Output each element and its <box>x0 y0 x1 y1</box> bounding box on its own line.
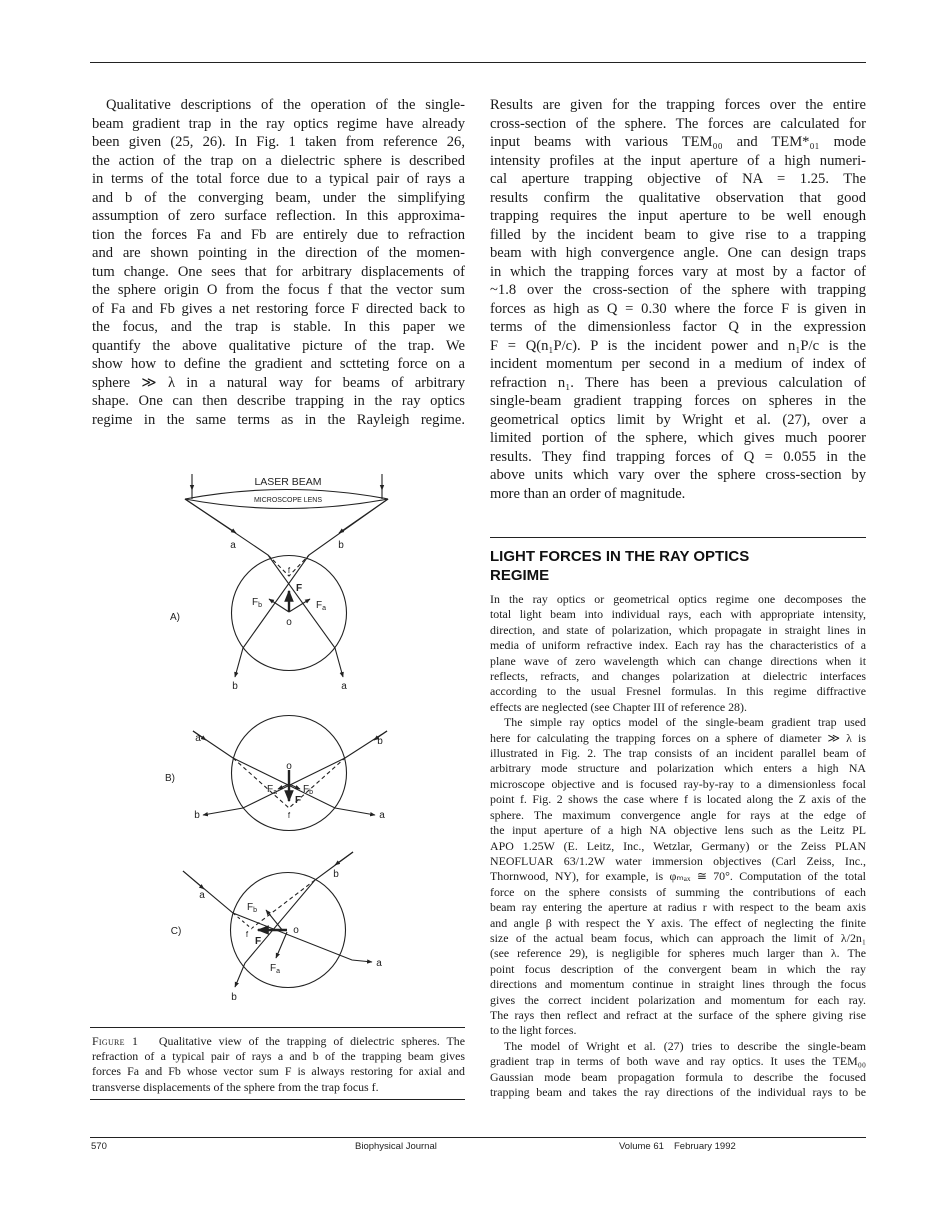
text-line: the input aperture of a high NA objective lens such as the Leitz PL <box>490 823 866 838</box>
text-line: Gaussian mode beam propagation formula to describe the focused <box>490 1069 866 1084</box>
text-line: and angle β with respect the Y axis. The effect of neglecting the finite <box>490 915 866 930</box>
text-line: assumption of zero surface reflection. In this approxima- <box>92 208 465 224</box>
force-a-label: $F_a$ <box>315 600 327 612</box>
section-paragraph-2 <box>490 715 866 1039</box>
force-b-label: $F_b$ <box>246 902 258 914</box>
focus-label: f <box>245 930 249 939</box>
origin-label: o <box>293 925 299 936</box>
text-line: and are shown pointing in the direction of the momen- <box>92 245 465 261</box>
panel-a <box>185 474 388 677</box>
text-line: Qualitative descriptions of the operation of the single- <box>106 97 465 113</box>
text-line: total light beam into individual rays, each with appropriate intensity, <box>490 607 866 622</box>
force-a-arrow <box>289 599 310 612</box>
text-line: terms of the dimensionless factor Q in the expression <box>490 319 866 335</box>
force-a-label: $F_a$ <box>266 784 278 796</box>
left-column-text <box>92 96 465 429</box>
force-b-arrow <box>289 784 300 789</box>
text-line: sphere ≫ λ in a natural way for beams of arbitrary <box>92 374 465 391</box>
section-heading-line: LIGHT FORCES IN THE RAY OPTICS <box>490 548 750 565</box>
ray-b <box>203 731 387 815</box>
text-line: the sphere origin O from the focus f that the vector sum <box>92 282 465 298</box>
force-b-arrow <box>266 910 283 931</box>
text-line: The model of Wright et al. (27) tries to describe the single-beam <box>504 1038 866 1053</box>
ray-b <box>235 499 388 677</box>
text-line: regime in the same terms as in the Rayleigh regime. <box>92 411 465 428</box>
text-line: Results are given for the trapping forces over the entire <box>490 97 866 113</box>
section-heading <box>490 547 749 585</box>
text-line: to the light forces. <box>490 1023 577 1038</box>
footer-rule <box>90 1137 866 1138</box>
text-line: gives the correct incident polarization and momentum for each ray. <box>490 992 866 1007</box>
panel-c <box>183 852 372 988</box>
caption-text: Qualitative view of the trapping of dielectric spheres. The <box>158 1034 465 1048</box>
text-line: filled by the incident beam to give rise to a trapping <box>490 226 866 243</box>
text-line: in terms of the total force due to a typical pair of rays a <box>92 171 465 187</box>
right-column-text <box>490 96 866 503</box>
text-line: according to the usual Fresnel formulas. In this regime diffractive <box>490 684 866 699</box>
panel-b <box>193 716 387 831</box>
text-line: beam gradient trap in the ray optics regime have already <box>92 115 465 132</box>
panel-a-label: A) <box>170 612 180 623</box>
caption-bottom-rule <box>90 1099 465 1100</box>
ray-a-exit-label: a <box>376 958 382 969</box>
laser-beam-label: LASER BEAM <box>254 476 322 488</box>
text-line: incident momentum per second in a medium of index of <box>490 356 866 372</box>
text-line: APO 1.25W (E. Leitz, Inc., Wetzlar, Germany) or the Zeiss PLAN <box>490 838 866 853</box>
text-line: been given (25, 26). In Fig. 1 taken from reference 26, <box>92 134 465 150</box>
text-line: shape. One can then describe trapping in the ray optics <box>92 393 465 409</box>
text-line: tion the forces Fa and Fb are entirely due to refraction <box>92 226 465 243</box>
text-line: refraction n₁. There has been a previous calculation of <box>490 374 866 391</box>
caption-line: transverse displacements of the sphere from the trap focus f. <box>92 1079 379 1094</box>
text-line: beam with high convergence angle. One can design traps <box>490 245 866 261</box>
footer-journal: Biophysical Journal <box>355 1141 437 1152</box>
footer-date: February 1992 <box>674 1141 736 1152</box>
text-line: directions and momentum continue in straight lines through the focus <box>490 977 866 992</box>
ray-a <box>193 731 375 815</box>
text-line: In the ray optics or geometrical optics regime one decomposes the <box>490 592 866 606</box>
text-line: force on the sphere consists of summing the contributions of each <box>490 884 866 899</box>
text-line: NEOFLUAR 63/1.2W water immersion objectives (Carl Zeiss, Inc., <box>490 853 866 868</box>
text-line: the focus, and the trap is stable. In this paper we <box>92 319 465 335</box>
sphere-b <box>232 716 347 831</box>
text-line: reflects, refracts, and changes polarization at dielectric interfaces <box>490 669 866 684</box>
text-line: Thornwood, NY), for example, is φₘₐₓ ≅ 70°. Computation of the total <box>490 869 866 884</box>
microscope-lens-label: MICROSCOPE LENS <box>253 497 323 504</box>
force-label: F <box>294 795 302 806</box>
text-line: trapping requires the input aperture to be well enough <box>490 208 866 224</box>
text-line: results. They find trapping forces of Q = 0.055 in the <box>490 448 866 465</box>
text-line: media of uniform refractive index. Each ray has the characteristics of a <box>490 638 866 653</box>
sphere-a <box>232 556 347 671</box>
text-line: limited portion of the sphere, which gives much poorer <box>490 430 866 446</box>
panel-c-label: C) <box>170 926 182 937</box>
text-line: ~1.8 over the cross-section of the sphere with trapping <box>490 282 866 298</box>
ray-a-exit-label: a <box>341 681 347 692</box>
text-line: direction, and state of polarization, which propagate in straight lines in <box>490 622 866 637</box>
section-paragraph-1 <box>490 592 866 715</box>
ray-b-exit-label: b <box>232 681 238 692</box>
text-line: (see reference 29), is negligible for spheres much larger than λ. The <box>490 946 866 961</box>
ray-b-label: b <box>338 540 344 551</box>
ray-b-exit-label: b <box>231 992 237 1003</box>
text-line: microscope objective and is focused ray-by-ray to a dimensionless focal <box>490 776 866 791</box>
ray-a-label: a <box>199 890 205 901</box>
force-a-arrow <box>276 932 287 958</box>
ray-b-exit-label: b <box>194 810 200 821</box>
focus-label: f <box>287 811 291 820</box>
text-line: arbitrary mode structure and polarization which enters a high NA <box>490 761 866 776</box>
text-line: and b of the converging beam, under the simplifying <box>92 189 465 206</box>
force-label: F <box>295 583 303 594</box>
force-a-arrow <box>278 784 289 789</box>
text-line: forces as high as Q = 0.30 where the force F is given in <box>490 300 866 317</box>
text-line: in which the trapping forces vary at most by a factor of <box>490 263 866 280</box>
ray-b-label: b <box>333 869 339 880</box>
dashed-focus-line <box>252 880 315 928</box>
text-line: The rays then reflect and refract at the surface of the sphere giving rise <box>490 1007 866 1022</box>
text-line: beam ray entering the aperture at radius r with respect to the beam axis <box>490 900 866 915</box>
text-line: plane wave of zero wavelength which can change directions when it <box>490 653 866 668</box>
text-line: results confirm the qualitative observation that good <box>490 189 866 206</box>
text-line: here for calculating the trapping forces on a sphere of diameter ≫ λ is <box>490 730 866 745</box>
text-line: single-beam gradient trapping forces on spheres in the <box>490 393 866 409</box>
text-line: F = Q(n₁P/c). P is the incident power and n₁P/c is the <box>490 337 866 354</box>
caption-line: forces Fa and Fb whose vector sum F is always restoring for axial and <box>92 1064 465 1079</box>
ray-a-label: a <box>195 733 201 744</box>
section-body <box>490 592 866 1100</box>
text-line: tum change. One sees that for arbitrary displacements of <box>92 263 465 280</box>
force-b-label: $F_b$ <box>302 784 314 796</box>
text-line: effects are neglected (see Chapter III of reference 28). <box>490 699 747 714</box>
text-line: cal aperture trapping objective of NA = 1.25. The <box>490 171 866 187</box>
microscope-lens-shape <box>185 490 388 509</box>
caption-figure-label: Figure 1 <box>92 1034 139 1048</box>
top-rule <box>90 62 866 63</box>
text-line: gradient trap in terms of both wave and ray optics. It uses the TEM₀₀ <box>490 1054 866 1069</box>
text-line: illustrated in Fig. 2. The trap consists of an incident parallel beam of <box>490 746 866 761</box>
footer-volume: Volume 61 <box>619 1141 664 1152</box>
text-line: geometrical optics limit by Wright et al. (27), over a <box>490 411 866 428</box>
footer-page-number: 570 <box>91 1141 107 1152</box>
dashed-focus-lines <box>268 555 309 576</box>
text-line: input beams with various TEM₀₀ and TEM*₀₁ mode <box>490 134 866 150</box>
text-line: point f. Fig. 2 shows the case where f is located along the Z axis of the <box>490 792 866 807</box>
text-line: of Fa and Fb gives a net restoring force F directed back to <box>92 300 465 317</box>
text-line: intensity profiles at the input aperture of a high numeri- <box>490 152 866 169</box>
force-a-label: $F_a$ <box>269 963 281 975</box>
sphere-c <box>231 873 346 988</box>
ray-a <box>185 499 343 677</box>
text-line: cross-section of the sphere. The forces are calculated for <box>490 115 866 132</box>
dashed-focus-lines <box>233 758 345 808</box>
ray-a <box>183 871 372 962</box>
force-label: F <box>254 936 262 947</box>
text-line: show how to define the gradient and sctteting force on a <box>92 356 465 372</box>
text-line: more than an order of magnitude. <box>490 485 686 502</box>
caption-line: refraction of a typical pair of rays a and b of the trapping beam gives <box>92 1049 465 1064</box>
figure-caption <box>92 1034 465 1095</box>
text-line: trapping beam and takes the ray directions of the individual rays to be <box>490 1085 866 1099</box>
text-line: The simple ray optics model of the single-beam gradient trap used <box>504 715 866 730</box>
ray-a-exit-label: a <box>379 810 385 821</box>
force-b-arrow <box>269 599 289 612</box>
section-heading-line: REGIME <box>490 567 550 584</box>
origin-label: o <box>286 761 292 772</box>
focus-label: f <box>287 566 291 575</box>
caption-line <box>92 1034 465 1049</box>
ray-a-label: a <box>230 540 236 551</box>
origin-label: o <box>286 617 292 628</box>
ray-b-label: b <box>377 736 383 747</box>
panel-b-label: B) <box>165 773 175 784</box>
section-rule <box>490 537 866 538</box>
text-line: point focus description of the convergent beam in which the ray <box>490 961 866 976</box>
caption-top-rule <box>90 1027 465 1028</box>
force-b-label: $F_b$ <box>251 597 263 609</box>
text-line: size of the actual beam focus, which can approach the limit of λ/2n₁ <box>490 930 866 945</box>
text-line: the action of the trap on a dielectric sphere is described <box>92 152 465 169</box>
text-line: above units which vary over the sphere cross-section by <box>490 467 866 483</box>
section-paragraph-3 <box>490 1039 866 1101</box>
ray-b <box>235 852 353 987</box>
text-line: sphere. The maximum convergence angle for rays at the edge of <box>490 807 866 822</box>
text-line: quantify the above qualitative picture of the trap. We <box>92 337 465 354</box>
